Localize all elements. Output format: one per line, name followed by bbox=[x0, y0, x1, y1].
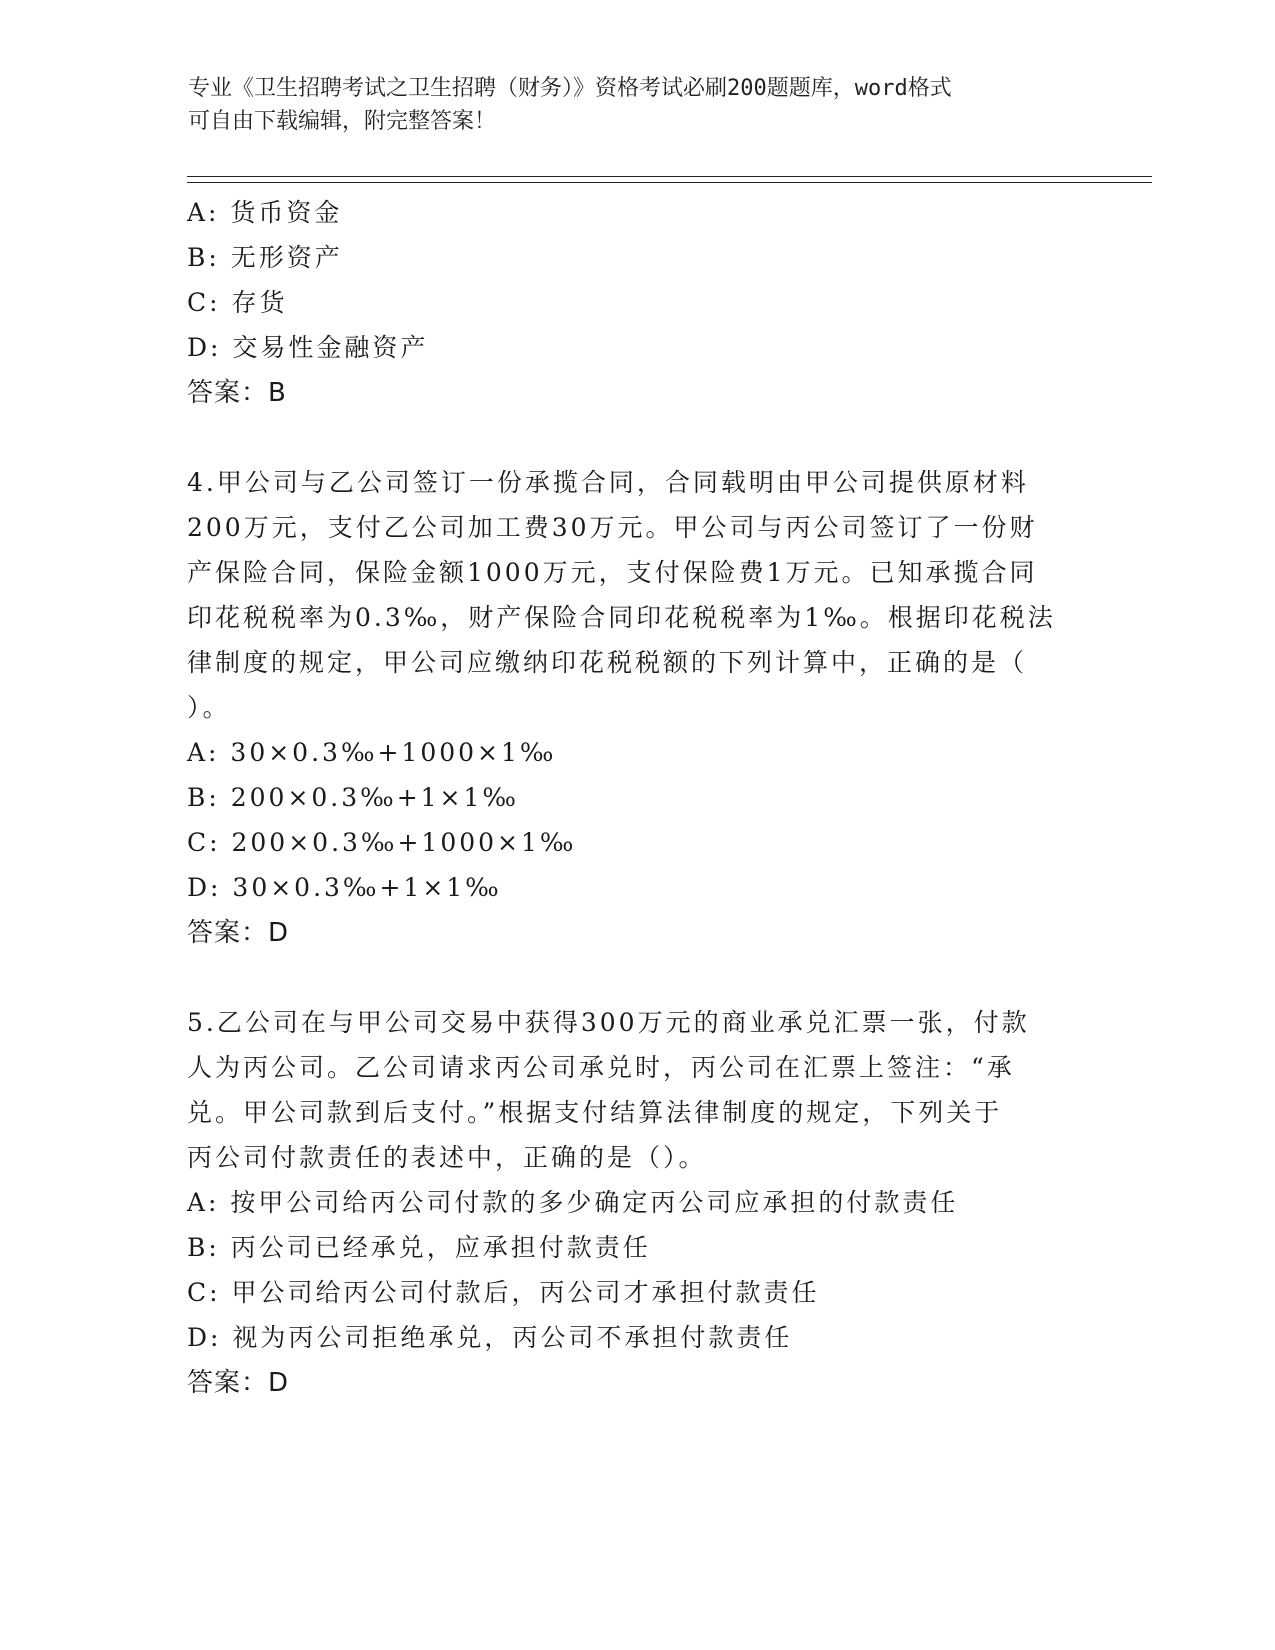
spacer bbox=[187, 416, 1087, 460]
q4-stem-line-3: 产保险合同，保险金额1000万元，支付保险费1万元。已知承揽合同 bbox=[187, 558, 1038, 587]
q4-option-b: B: 200×0.3‰+1×1‰ bbox=[187, 783, 519, 812]
spacer bbox=[187, 956, 1087, 1000]
q4-stem-line-6: ）。 bbox=[187, 693, 231, 722]
q4-answer: 答案：D bbox=[187, 918, 290, 948]
q5-stem-line-3: 兑。甲公司款到后支付。”根据支付结算法律制度的规定，下列关于 bbox=[187, 1098, 1003, 1127]
q3-option-a: A: 货币资金 bbox=[187, 198, 343, 227]
q3-answer: 答案：B bbox=[187, 378, 287, 408]
question-5-block bbox=[187, 1000, 1087, 1406]
page-header bbox=[188, 72, 1068, 138]
q4-option-a: A: 30×0.3‰+1000×1‰ bbox=[187, 738, 557, 767]
q4-stem-line-1: 4.甲公司与乙公司签订一份承揽合同，合同载明由甲公司提供原材料 bbox=[187, 468, 1029, 497]
header-divider-bottom bbox=[187, 182, 1152, 183]
q4-option-c: C: 200×0.3‰+1000×1‰ bbox=[187, 828, 577, 857]
question-content bbox=[187, 190, 1087, 1406]
q5-option-c: C: 甲公司给丙公司付款后，丙公司才承担付款责任 bbox=[187, 1278, 820, 1307]
q4-stem-line-5: 律制度的规定，甲公司应缴纳印花税税额的下列计算中，正确的是（ bbox=[187, 648, 1028, 677]
q3-option-b: B: 无形资产 bbox=[187, 243, 343, 272]
q5-answer: 答案：D bbox=[187, 1368, 290, 1398]
q4-option-d: D: 30×0.3‰+1×1‰ bbox=[187, 873, 502, 902]
q5-option-a: A: 按甲公司给丙公司付款的多少确定丙公司应承担的付款责任 bbox=[187, 1188, 959, 1217]
q5-stem-line-1: 5.乙公司在与甲公司交易中获得300万元的商业承兑汇票一张，付款 bbox=[187, 1008, 1030, 1037]
question-3-block bbox=[187, 190, 1087, 416]
header-line-2: 可自由下载编辑，附完整答案！ bbox=[188, 109, 497, 134]
q5-option-d: D: 视为丙公司拒绝承兑，丙公司不承担付款责任 bbox=[187, 1323, 793, 1352]
header-line-1: 专业《卫生招聘考试之卫生招聘（财务）》资格考试必刷200题题库，word格式 bbox=[188, 76, 952, 101]
q3-option-c: C: 存货 bbox=[187, 288, 288, 317]
q5-stem-line-2: 人为丙公司。乙公司请求丙公司承兑时，丙公司在汇票上签注：“承 bbox=[187, 1053, 1015, 1082]
q4-stem-line-2: 200万元，支付乙公司加工费30万元。甲公司与丙公司签订了一份财 bbox=[187, 513, 1038, 542]
q5-stem-line-4: 丙公司付款责任的表述中，正确的是（）。 bbox=[187, 1143, 707, 1172]
q5-option-b: B: 丙公司已经承兑，应承担付款责任 bbox=[187, 1233, 651, 1262]
question-4-block bbox=[187, 460, 1087, 956]
header-divider-top bbox=[187, 176, 1152, 177]
q4-stem-line-4: 印花税税率为0.3‰，财产保险合同印花税税率为1‰。根据印花税法 bbox=[187, 603, 1056, 632]
q3-option-d: D: 交易性金融资产 bbox=[187, 333, 429, 362]
